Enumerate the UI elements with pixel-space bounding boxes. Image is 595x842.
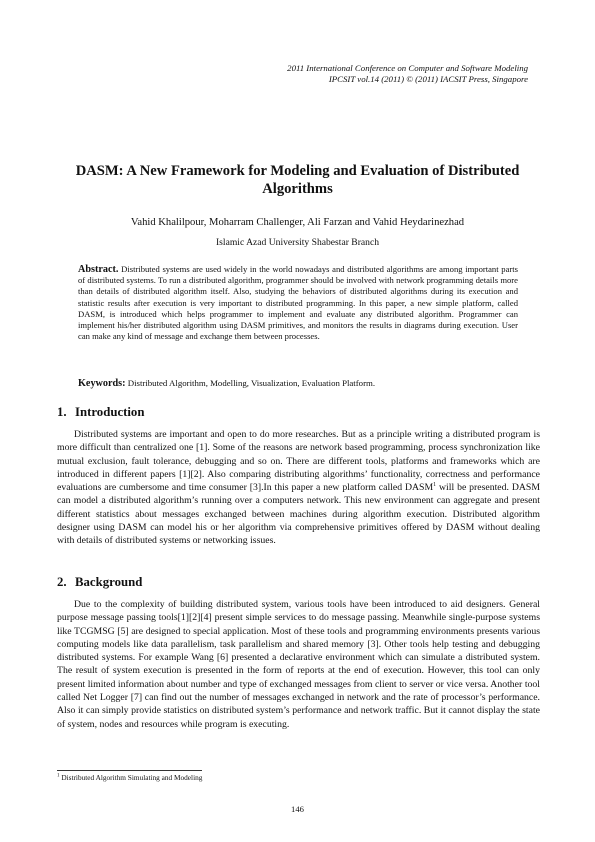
section-heading-background <box>57 575 142 590</box>
section-heading-introduction <box>57 405 144 420</box>
footnote <box>57 773 202 782</box>
paper-authors: Vahid Khalilpour, Moharram Challenger, Ali Farzan and Vahid Heydarinezhad <box>130 217 465 228</box>
conference-line-1: 2011 International Conference on Computer and Software Modeling <box>287 63 528 73</box>
conference-line-2: IPCSIT vol.14 (2011) © (2011) IACSIT Press, Singapore <box>328 74 528 84</box>
abstract <box>78 264 518 342</box>
section-number: 2. <box>57 575 67 589</box>
footnote-text: Distributed Algorithm Simulating and Modeling <box>61 773 203 782</box>
abstract-label: Abstract. <box>78 264 119 275</box>
introduction-paragraph <box>57 428 540 548</box>
abstract-text: Distributed systems are used widely in the world nowadays and distributed algorithms are among important parts of distributed systems. To run a distributed algorithm, programmer should be involved with network programming details more than details of distributed algorithm itself. Also, studying the behaviors of distributed algorithms during its execution and statistic results after execution is very important to distributed programming. In this paper, a new simple platform, called DASM, is introduced which helps programmer to implement and evaluate any distributed algorithm. Programmer can implement his/her distributed algorithm using DASM primitives, and monitors the results in diagrams during execution. User can make any kind of message and exchange them between processes. <box>78 264 518 342</box>
paragraph-text: will be presented. DASM can model a distributed algorithm’s running over a computers network. This new environment can aggregate and present different statistics about messages exchanged between machines during algorithm execution. Distributed algorithm designer using DASM can model his or her algorithm via comprehensive primitives offered by DASM without dealing with details of distributed systems or networking issues. <box>57 482 540 547</box>
paragraph-text: Distributed systems are important and open to do more researches. But as a principle writing a distributed program is more difficult than centralized one [1]. Some of the reasons are network based programming, process synchronization like mutual exclusion, fault tolerance, debugging and so on. There are different tools, platforms and frameworks which are introduced in different papers [1][2]. Also comparing distributing algorithms’ functionality, correctness and performance evaluations are cumbersome and time consumer [3].In this paper a new platform called DASM <box>57 429 540 494</box>
footnote-marker: 1 <box>57 773 60 779</box>
footnote-reference[interactable]: 1 <box>433 481 437 488</box>
section-title: Background <box>75 575 143 589</box>
background-paragraph: Due to the complexity of building distributed system, various tools have been introduced to aid designers. General purpose message passing tools[1][2][4] present simple services to do message passing. Meanwhile single-purpose systems like TCGMSG [5] are designed to special application. Most of these tools and programming environments presents various computing models like data parallelism, task parallelism and shared memory [3]. Other tools help testing and debugging distributed systems. For example Wang [6] presented a declarative environment which can simulate a distributed system. The result of system execution is presented in the form of reports at the end of execution. However, this tool can only present limited information about number and type of exchanged messages from client to server or vice versa. Another tool called Net Logger [7] can find out the number of messages exchanged in network and the rate of processor’s performance. Also it can simply provide statistics on distributed system’s performance and network traffic. But it cannot display the state of system, nodes and resources while program is executing. <box>57 599 540 730</box>
page-number: 146 <box>291 804 304 814</box>
footnote-divider <box>57 770 202 771</box>
keywords-text: Distributed Algorithm, Modelling, Visualization, Evaluation Platform. <box>127 378 376 388</box>
keywords-label: Keywords: <box>78 378 126 389</box>
paper-title: DASM: A New Framework for Modeling and Evaluation of Distributed Algorithms <box>75 163 520 197</box>
section-number: 1. <box>57 405 67 419</box>
keywords <box>78 378 518 389</box>
section-title: Introduction <box>75 405 145 419</box>
paper-affiliation: Islamic Azad University Shabestar Branch <box>215 237 380 248</box>
